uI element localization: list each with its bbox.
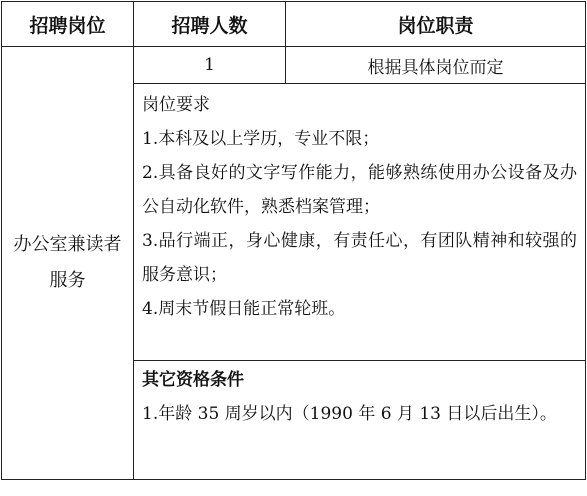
header-position: 招聘岗位 — [2, 2, 134, 47]
requirement-item: 2.具备良好的文字写作能力，能够熟练使用办公设备及办公自动化软件，熟悉档案管理； — [142, 163, 577, 217]
requirement-item: 1.本科及以上学历，专业不限； — [142, 129, 380, 149]
header-row — [2, 2, 586, 47]
count-cell: 1 — [134, 47, 286, 84]
other-item: 1.年龄 35 周岁以内（1990 年 6 月 13 日以后出生）。 — [142, 404, 557, 424]
other-title: 其它资格条件 — [142, 370, 244, 390]
requirements-cell — [134, 84, 586, 361]
recruitment-table — [1, 1, 586, 480]
data-row — [2, 47, 586, 84]
requirements-title: 岗位要求 — [142, 95, 210, 115]
position-cell — [2, 47, 134, 480]
header-count: 招聘人数 — [134, 2, 286, 47]
duty-cell: 根据具体岗位而定 — [286, 47, 586, 84]
requirement-item: 3.品行端正，身心健康，有责任心，有团队精神和较强的服务意识； — [142, 231, 577, 285]
position-name: 办公室兼读者服务 — [13, 234, 122, 291]
other-cell — [134, 361, 586, 480]
requirement-item: 4.周末节假日能正常轮班。 — [142, 299, 346, 319]
header-duty: 岗位职责 — [286, 2, 586, 47]
